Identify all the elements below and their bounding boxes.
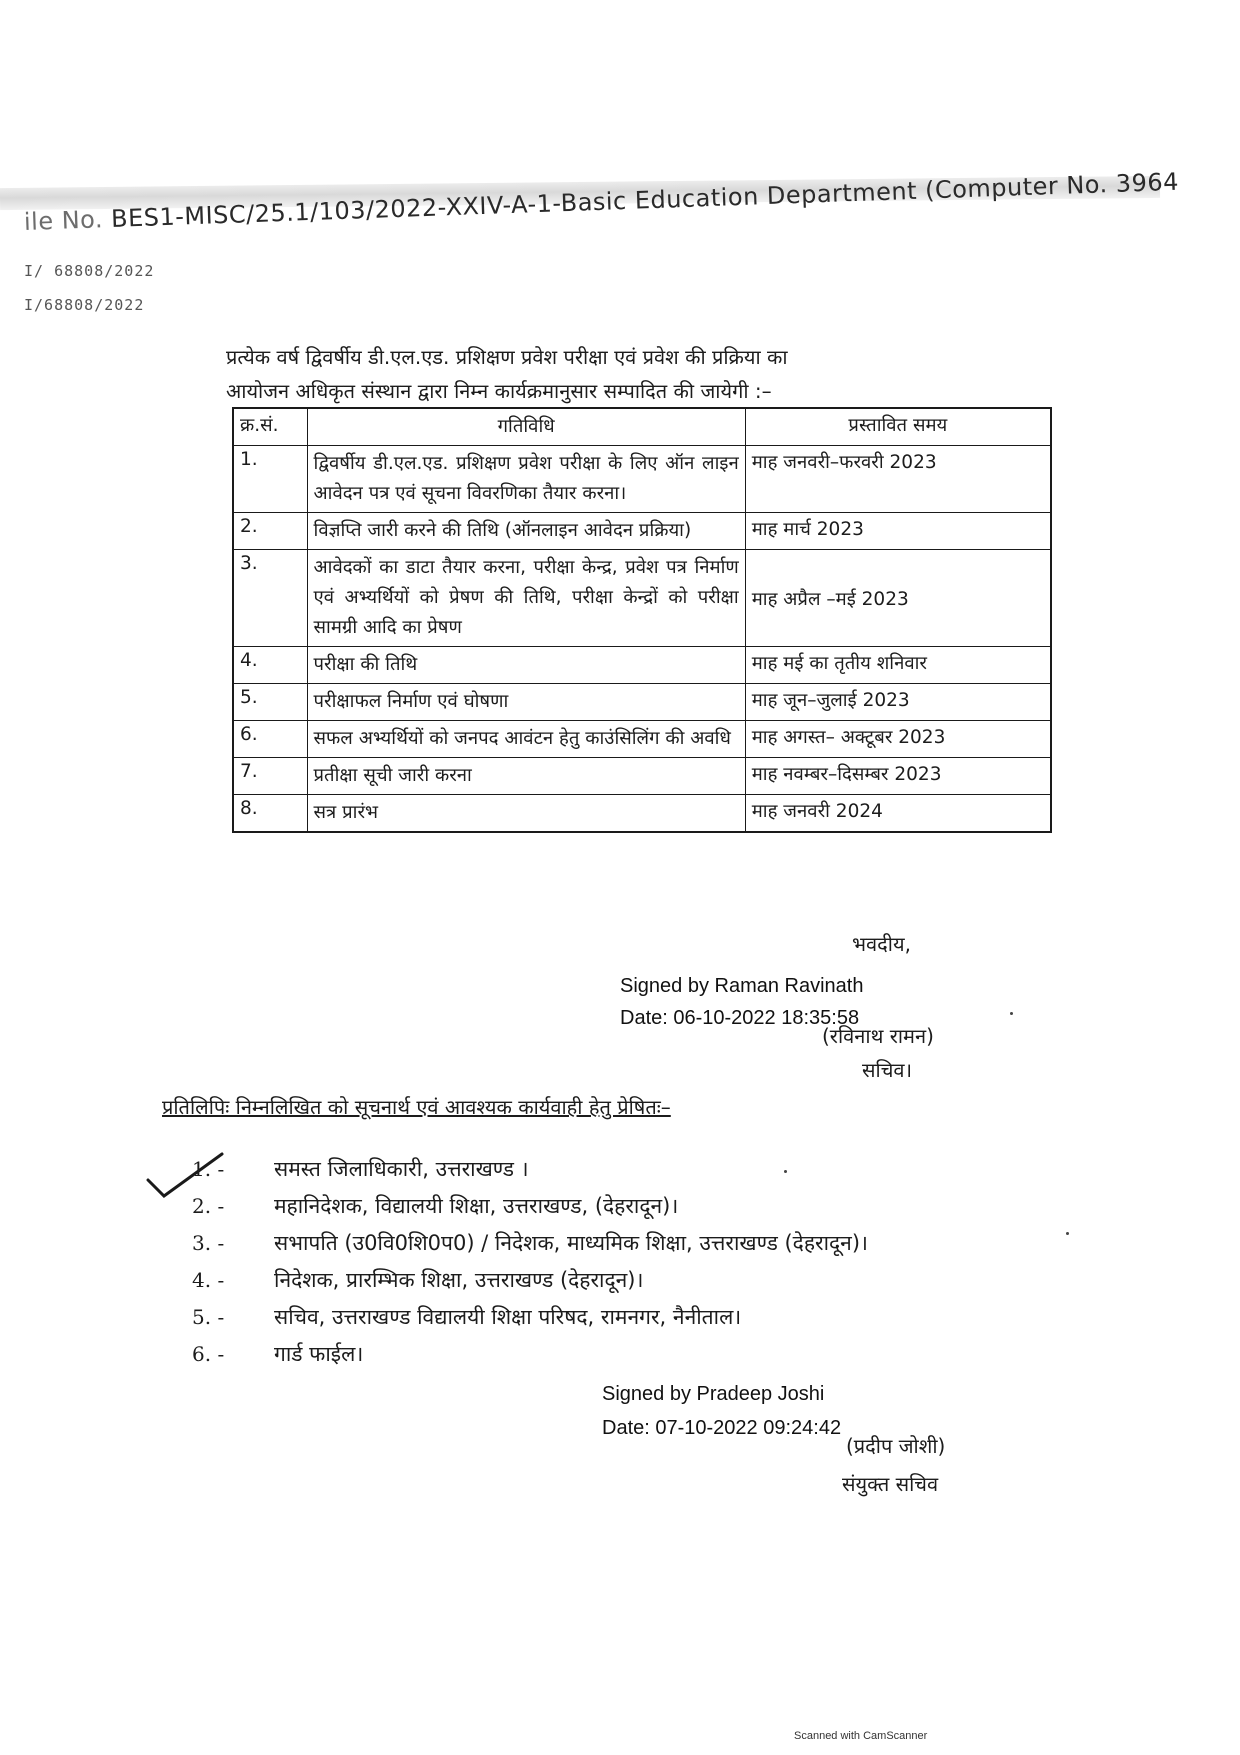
table-row [233,647,1051,684]
list-item-number: 2. - [192,1194,225,1218]
header-activity: गतिविधि [307,408,745,446]
row-time: माह अप्रैल –मई 2023 [745,550,1051,647]
row-activity: विज्ञप्ति जारी करने की तिथि (ऑनलाइन आवेदन प्रक्रिया) [307,513,745,550]
row-sno: 5. [233,684,307,721]
signature-2-designation: संयुक्त सचिव [842,1472,939,1496]
schedule-table [232,407,1052,833]
file-number: BES1-MISC/25.1/103/2022-XXIV-A-1-Basic Education Department (Computer No. 3964 [110,167,1180,233]
row-time: माह मई का तृतीय शनिवार [745,647,1051,684]
scanner-footer: Scanned with CamScanner [794,1730,928,1742]
row-time: माह जून–जुलाई 2023 [745,684,1051,721]
scan-speck [784,1170,787,1173]
table-row [233,795,1051,833]
signature-2-signed-by: Signed by Pradeep Joshi [602,1383,825,1405]
row-activity: द्विवर्षीय डी.एल.एड. प्रशिक्षण प्रवेश परीक्षा के लिए ऑन लाइन आवेदन पत्र एवं सूचना विवरणिका तैयार करना। [307,446,745,513]
list-item [192,1229,1092,1266]
table-row [233,684,1051,721]
signature-1-signed-by: Signed by Raman Ravinath [620,975,864,997]
row-time: माह अगस्त– अक्टूबर 2023 [745,721,1051,758]
list-item-text: सभापति (उ0वि0शि0प0) / निदेशक, माध्यमिक शिक्षा, उत्तराखण्ड (देहरादून)। [274,1231,868,1255]
file-ref-2: I/68808/2022 [24,296,145,314]
list-item [192,1340,1092,1377]
row-activity: सत्र प्रारंभ [307,795,745,833]
list-item-text: समस्त जिलाधिकारी, उत्तराखण्ड । [274,1157,529,1181]
signature-2-date: Date: 07-10-2022 09:24:42 [602,1417,842,1439]
row-sno: 1. [233,446,307,513]
copy-list [192,1155,1092,1377]
scan-speck [1066,1232,1069,1235]
list-item-text: गार्ड फाईल। [274,1342,364,1366]
row-time: माह नवम्बर–दिसम्बर 2023 [745,758,1051,795]
file-header [23,167,1180,238]
header-sno: क्र.सं. [233,408,307,446]
row-activity: सफल अभ्यर्थियों को जनपद आवंटन हेतु काउंसिलिंग की अवधि [307,721,745,758]
row-time: माह मार्च 2023 [745,513,1051,550]
file-ref-1: I/ 68808/2022 [24,262,155,280]
table-header-row [233,408,1051,446]
signature-1-date: Date: 06-10-2022 18:35:58 [620,1007,860,1029]
list-item-number: 3. - [192,1231,225,1255]
signature-1-name: (रविनाथ रामन) [822,1024,934,1048]
row-time: माह जनवरी–फरवरी 2023 [745,446,1051,513]
table-row [233,758,1051,795]
list-item-number: 6. - [192,1342,225,1366]
list-item [192,1192,1092,1229]
intro-line-1: प्रत्येक वर्ष द्विवर्षीय डी.एल.एड. प्रशिक्षण प्रवेश परीक्षा एवं प्रवेश की प्रक्रिया का [226,345,788,369]
table-row [233,513,1051,550]
file-prefix: ile No. [23,205,104,236]
closing-bhavdiya: भवदीय, [852,932,911,956]
row-sno: 2. [233,513,307,550]
row-sno: 6. [233,721,307,758]
row-sno: 8. [233,795,307,833]
header-time: प्रस्तावित समय [745,408,1051,446]
list-item [192,1155,1092,1192]
table-row [233,446,1051,513]
list-item-text: महानिदेशक, विद्यालयी शिक्षा, उत्तराखण्ड, (देहरादून)। [274,1194,679,1218]
row-sno: 3. [233,550,307,647]
row-sno: 7. [233,758,307,795]
row-activity: परीक्षाफल निर्माण एवं घोषणा [307,684,745,721]
signature-1-designation: सचिव। [862,1058,913,1082]
signature-2-name: (प्रदीप जोशी) [846,1434,946,1458]
list-item [192,1303,1092,1340]
list-item-text: निदेशक, प्रारम्भिक शिक्षा, उत्तराखण्ड (देहरादून)। [274,1268,644,1292]
table-row [233,721,1051,758]
row-activity: प्रतीक्षा सूची जारी करना [307,758,745,795]
list-item-number: 5. - [192,1305,225,1329]
copy-heading: प्रतिलिपिः निम्नलिखित को सूचनार्थ एवं आवश्यक कार्यवाही हेतु प्रेषितः– [162,1095,671,1119]
row-activity: परीक्षा की तिथि [307,647,745,684]
list-item-text: सचिव, उत्तराखण्ड विद्यालयी शिक्षा परिषद, रामनगर, नैनीताल। [274,1305,742,1329]
row-activity: आवेदकों का डाटा तैयार करना, परीक्षा केन्द्र, प्रवेश पत्र निर्माण एवं अभ्यर्थियों को प्रेषण की तिथि, परीक्षा केन्द्रों को परीक्षा सामग्री आदि का प्रेषण [307,550,745,647]
row-time: माह जनवरी 2024 [745,795,1051,833]
list-item [192,1266,1092,1303]
scan-speck [1010,1012,1013,1015]
list-item-number: 4. - [192,1268,225,1292]
intro-line-2: आयोजन अधिकृत संस्थान द्वारा निम्न कार्यक्रमानुसार सम्पादित की जायेगी :– [226,379,772,403]
list-item-number: 1. - [192,1157,225,1181]
table-row [233,550,1051,647]
row-sno: 4. [233,647,307,684]
